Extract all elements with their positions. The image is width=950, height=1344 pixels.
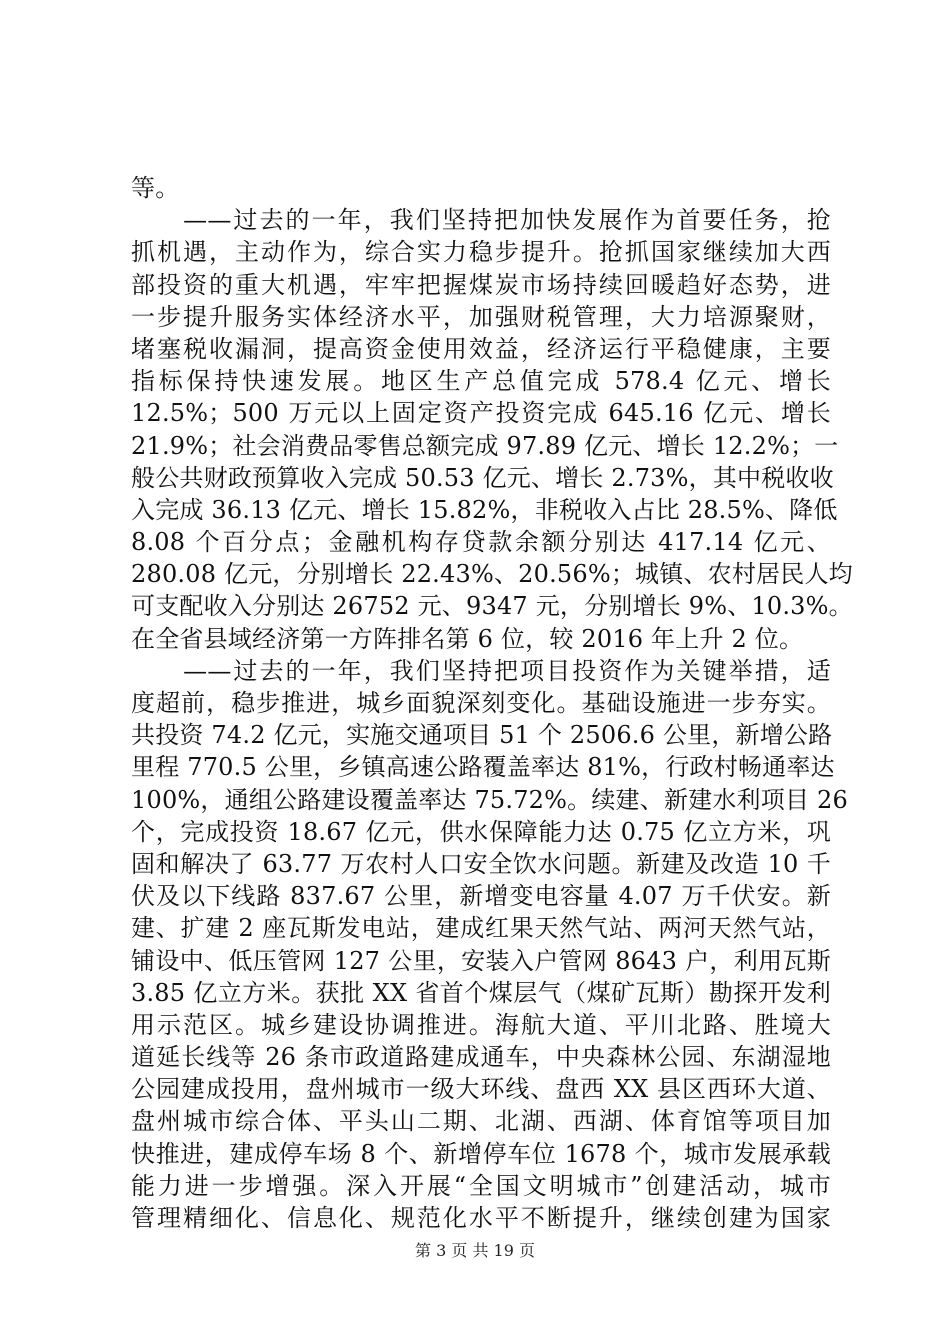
text-line: 快推进，建成停车场 8 个、新增停车位 1678 个，城市发展承载 [131,1139,831,1168]
text-line: ——过去的一年，我们坚持把项目投资作为关键举措，适 [131,656,831,685]
text-line: 道延长线等 26 条市政道路建成通车，中央森林公园、东湖湿地 [131,1043,831,1072]
text-line: 部投资的重大机遇，牢牢把握煤炭市场持续回暖趋好态势，进 [131,270,831,299]
text-line: 21.9%；社会消费品零售总额完成 97.89 亿元、增长 12.2%；一 [131,431,839,460]
text-line: 共投资 74.2 亿元，实施交通项目 51 个 2506.6 公里，新增公路 [131,721,833,750]
text-line: 100%，通组公路建设覆盖率达 75.72%。续建、新建水利项目 26 [131,785,848,814]
text-line: 个，完成投资 18.67 亿元，供水保障能力达 0.75 亿立方米，巩 [131,817,831,846]
text-line: 入完成 36.13 亿元、增长 15.82%，非税收入占比 28.5%、降低 [131,495,838,524]
page-number-footer: 第 3 页 共 19 页 [415,1241,535,1260]
text-line: 指标保持快速发展。地区生产总值完成 578.4 亿元、增长 [131,367,831,396]
text-line: 在全省县域经济第一方阵排名第 6 位，较 2016 年上升 2 位。 [131,624,804,653]
text-line: 8.08 个百分点；金融机构存贷款余额分别达 417.14 亿元、 [131,528,831,557]
text-line: 可支配收入分别达 26752 元、9347 元，分别增长 9%、10.3%。 [131,592,853,621]
document-body [131,172,853,1234]
text-line: 伏及以下线路 837.67 公里，新增变电容量 4.07 万千伏安。新 [131,882,831,911]
text-line: 堵塞税收漏洞，提高资金使用效益，经济运行平稳健康，主要 [131,334,831,363]
text-line: 抓机遇，主动作为，综合实力稳步提升。抢抓国家继续加大西 [131,238,831,267]
text-line: 能力进一步增强。深入开展“全国文明城市”创建活动，城市 [131,1171,831,1200]
text-line: ——过去的一年，我们坚持把加快发展作为首要任务，抢 [131,206,831,235]
text-line: 盘州城市综合体、平头山二期、北湖、西湖、体育馆等项目加 [131,1107,831,1136]
text-line: 等。 [131,174,180,202]
text-line: 3.85 亿立方米。获批 XX 省首个煤层气（煤矿瓦斯）勘探开发利 [131,978,831,1007]
text-line: 般公共财政预算收入完成 50.53 亿元、增长 2.73%，其中税收收 [131,463,834,492]
text-line: 固和解决了 63.77 万农村人口安全饮水问题。新建及改造 10 千 [131,849,831,878]
text-line: 用示范区。城乡建设协调推进。海航大道、平川北路、胜境大 [131,1010,831,1039]
text-line: 一步提升服务实体经济水平，加强财税管理，大力培源聚财， [131,302,831,331]
text-line: 建、扩建 2 座瓦斯发电站，建成红果天然气站、两河天然气站， [131,914,831,943]
text-line: 管理精细化、信息化、规范化水平不断提升，继续创建为国家 [131,1204,831,1232]
text-line: 里程 770.5 公里，乡镇高速公路覆盖率达 81%，行政村畅通率达 [131,753,835,782]
text-line: 度超前，稳步推进，城乡面貌深刻变化。基础设施进一步夯实。 [131,689,831,717]
text-line: 12.5%；500 万元以上固定资产投资完成 645.16 亿元、增长 [131,399,831,428]
text-line: 铺设中、低压管网 127 公里，安装入户管网 8643 户，利用瓦斯 [131,946,831,975]
text-line: 280.08 亿元，分别增长 22.43%、20.56%；城镇、农村居民人均 [131,560,853,589]
text-line: 公园建成投用，盘州城市一级大环线、盘西 XX 县区西环大道、 [131,1075,831,1104]
